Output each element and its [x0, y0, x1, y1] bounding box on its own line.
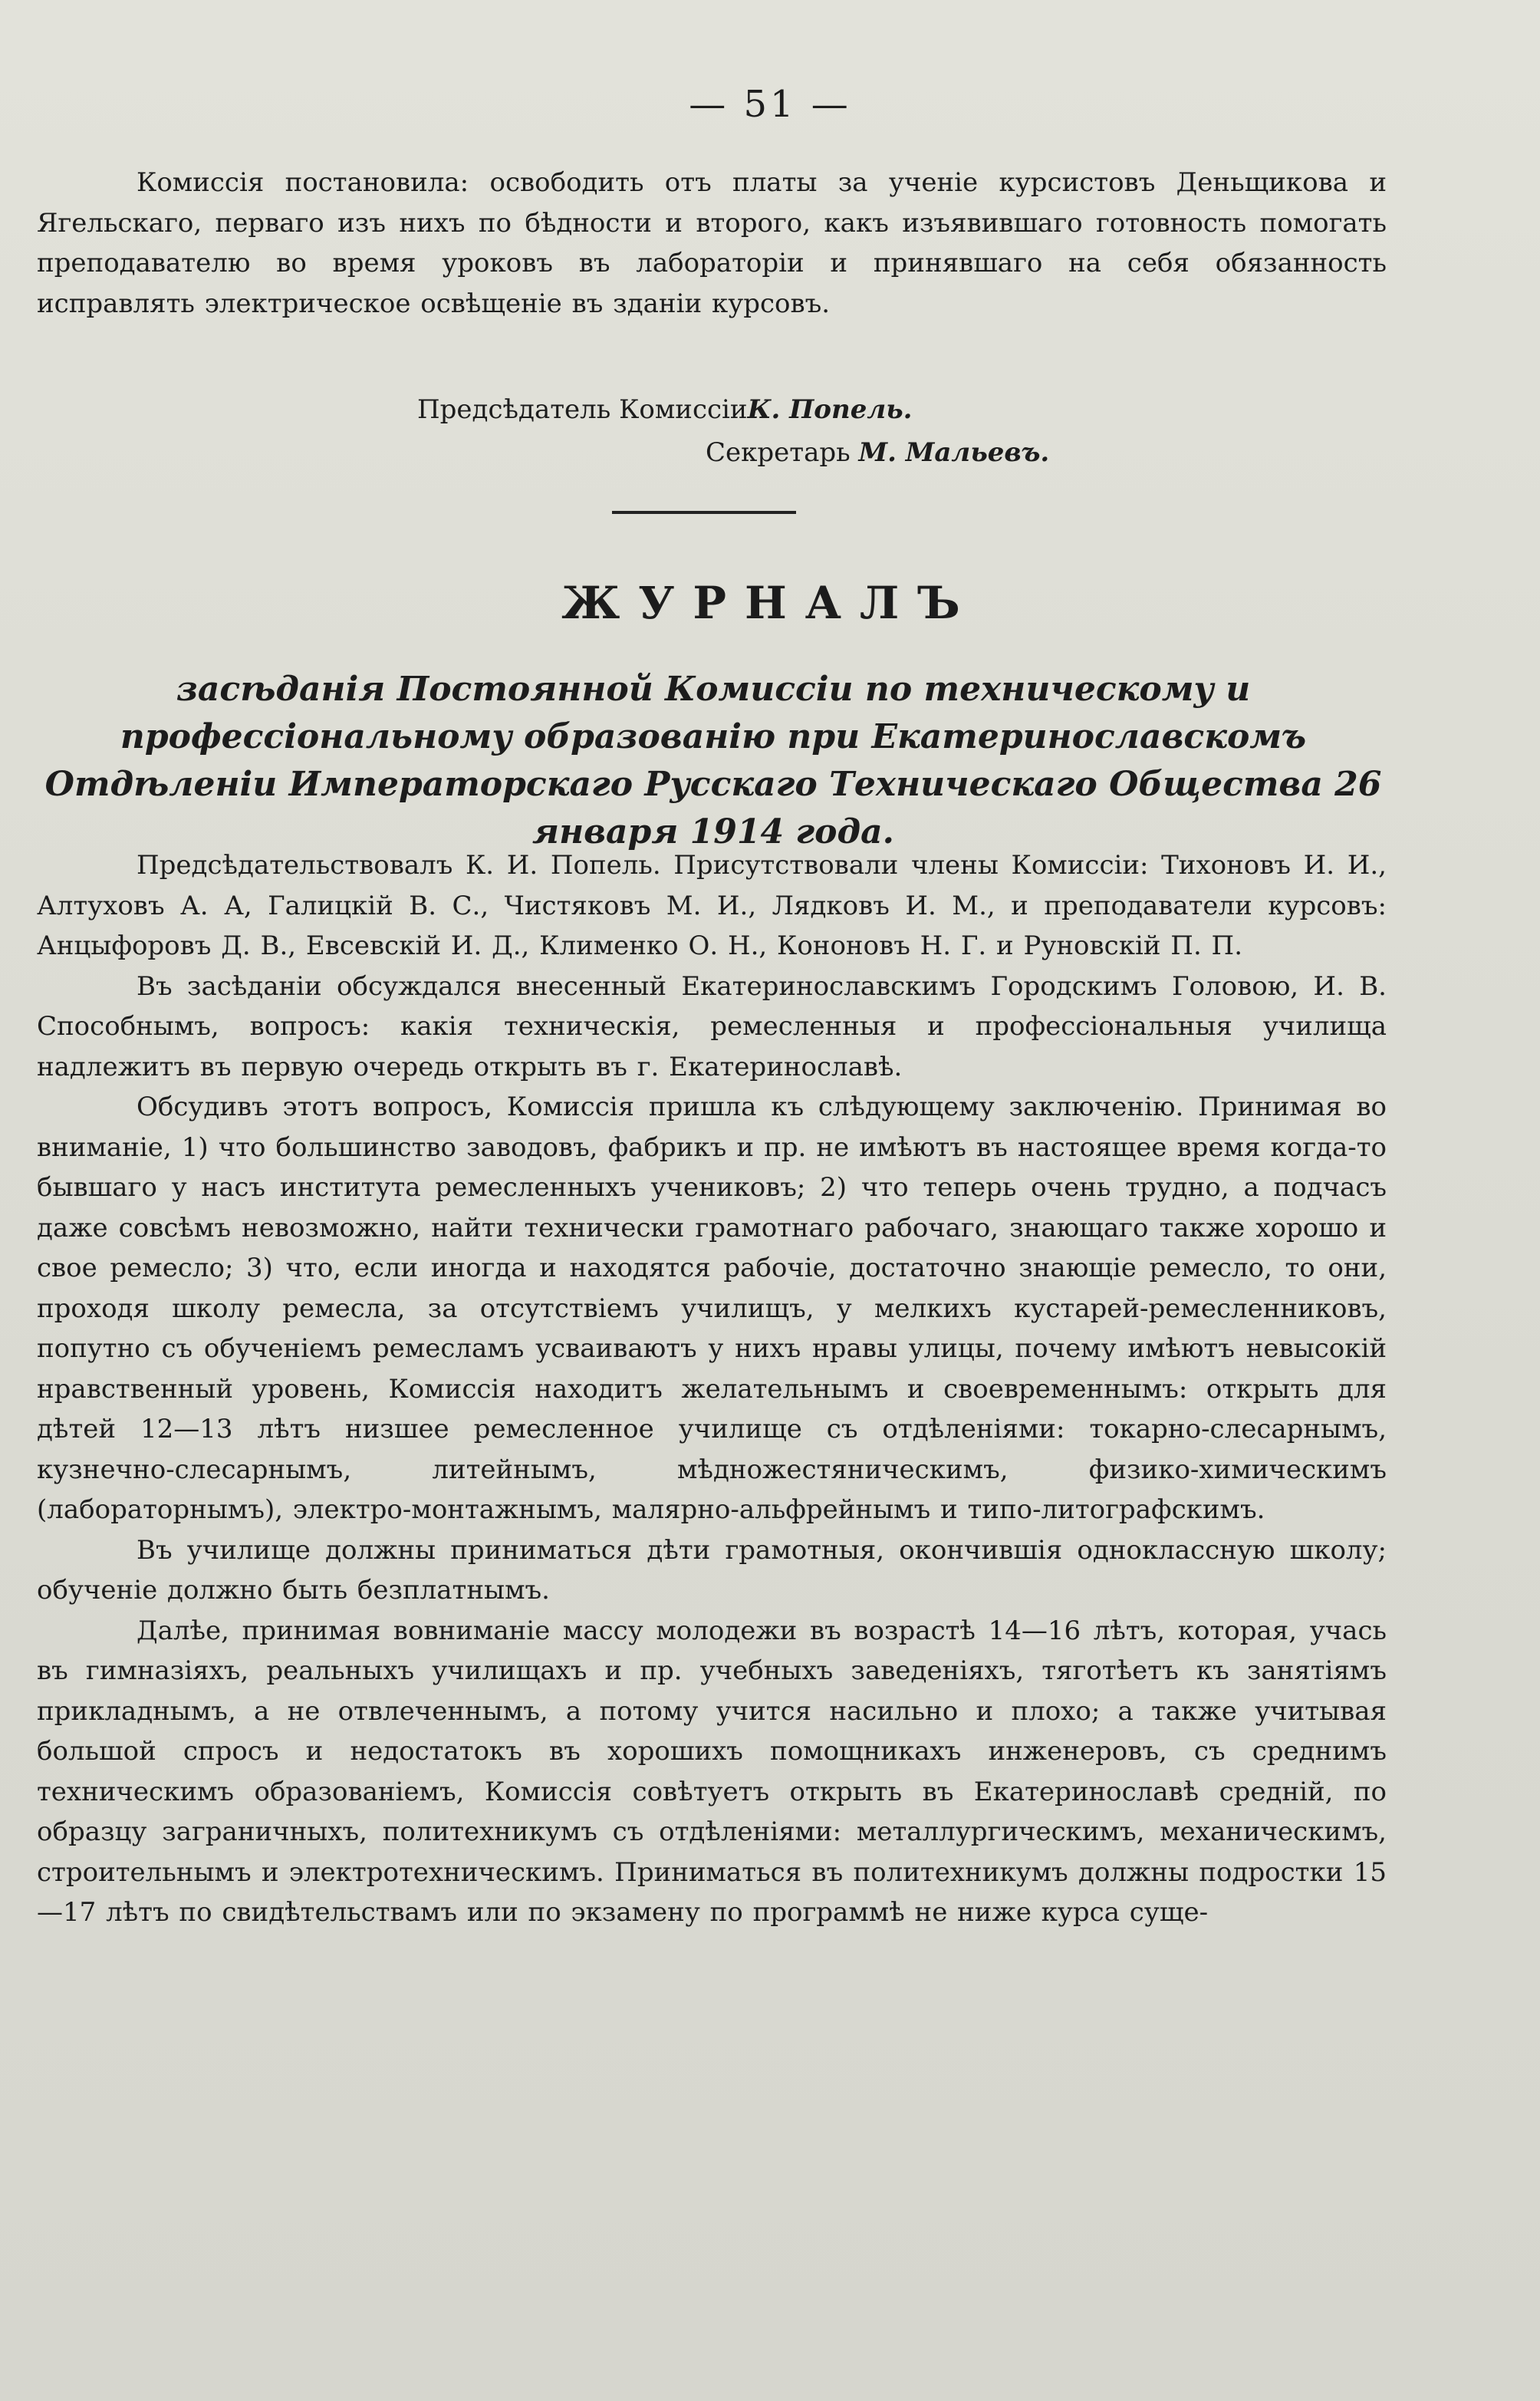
page-number: — 51 —: [689, 83, 851, 126]
journal-body: [37, 845, 1387, 1933]
journal-subtitle: засѣданія Постоянной Комиссіи по техническому и профессіональному образованію при Екатеринославскомъ Отдѣленіи Императорскаго Русскаго Техническаго Общества 26 января 1914 года.: [44, 670, 1382, 851]
polytechnic-paragraph: Далѣе, принимая вовниманіе массу молодежи въ возрастѣ 14—16 лѣтъ, которая, учась въ гимназіяхъ, реальныхъ училищахъ и пр. учебныхъ заведеніяхъ, тяготѣетъ къ занятіямъ прикладнымъ, а не отвлеченнымъ, а потому учится насильно и плохо; а также учитывая большой спросъ и недостатокъ въ хорошихъ помощникахъ инженеровъ, съ среднимъ техническимъ образованіемъ, Комиссія совѣтуетъ открыть въ Екатеринославѣ средній, по образцу заграничныхъ, политехникумъ съ отдѣленіями: металлургическимъ, механическимъ, строительнымъ и электротехническимъ. Приниматься въ политехникумъ должны подростки 15—17 лѣтъ по свидѣтельствамъ или по экзамену по программѣ не ниже курса суще-: [37, 1615, 1387, 1928]
chairman-name: К. Попель.: [747, 394, 913, 425]
commission-decision-block: [37, 163, 1387, 324]
attendance-paragraph: Предсѣдательствовалъ К. И. Попель. Присутствовали члены Комиссіи: Тихоновъ И. И., Алтуховъ А. А, Галицкій В. С., Чистяковъ М. И., Лядковъ И. М., и преподаватели курсовъ: Анцыфоровъ Д. В., Евсевскій И. Д., Клименко О. Н., Кононовъ Н. Г. и Руновскій П. П.: [37, 850, 1387, 961]
question-paragraph: Въ засѣданіи обсуждался внесенный Екатеринославскимъ Городскимъ Головою, И. В. Способнымъ, вопросъ: какія техническія, ремесленныя и профессіональныя училища надлежитъ въ первую очередь открыть въ г. Екатеринославѣ.: [37, 970, 1387, 1082]
secretary-name: М. Мальевъ.: [858, 437, 1050, 468]
commission-decision-paragraph: Комиссія постановила: освободить отъ платы за ученіе курсистовъ Деньщикова и Ягельскаго, перваго изъ нихъ по бѣдности и второго, какъ изъявившаго готовность помогать преподавателю во время уроковъ въ лабораторіи и принявшаго на себя обязанность исправлять электрическое освѣщеніе въ зданіи курсовъ.: [37, 167, 1387, 319]
admission-paragraph: Въ училище должны приниматься дѣти грамотныя, окончившія одноклассную школу; обученіе должно быть безплатнымъ.: [37, 1534, 1387, 1606]
chairman-label: Предсѣдатель Комиссіи: [417, 394, 748, 425]
journal-title: ЖУРНАЛЪ: [561, 577, 979, 629]
conclusion-paragraph: Обсудивъ этотъ вопросъ, Комиссія пришла къ слѣдующему заключенію. Принимая во вниманіе, 1) что большинство заводовъ, фабрикъ и пр. не имѣютъ въ настоящее время когда-то бывшаго у насъ института ремесленныхъ учениковъ; 2) что теперь очень трудно, а подчасъ даже совсѣмъ невозможно, найти технически грамотнаго рабочаго, знающаго также хорошо и свое ремесло; 3) что, если иногда и находятся рабочіе, достаточно знающіе ремесло, то они, проходя школу ремесла, за отсутствіемъ училищъ, у мелкихъ кустарей-ремесленниковъ, попутно съ обученіемъ ремесламъ усваиваютъ у нихъ нравы улицы, почему имѣютъ невысокій нравственный уровень, Комиссія находитъ желательнымъ и своевременнымъ: открыть для дѣтей 12—13 лѣтъ низшее ремесленное училище съ отдѣленіями: токарно-слесарнымъ, кузнечно-слесарнымъ, литейнымъ, мѣдножестяническимъ, физико-химическимъ (лабораторнымъ), электро-монтажнымъ, малярно-альфрейнымъ и типо-литографскимъ.: [37, 1092, 1387, 1525]
secretary-label: Секретарь: [706, 437, 851, 468]
chairman-signature: [417, 390, 913, 430]
secretary-signature: [706, 433, 1049, 473]
section-divider: [612, 511, 796, 514]
